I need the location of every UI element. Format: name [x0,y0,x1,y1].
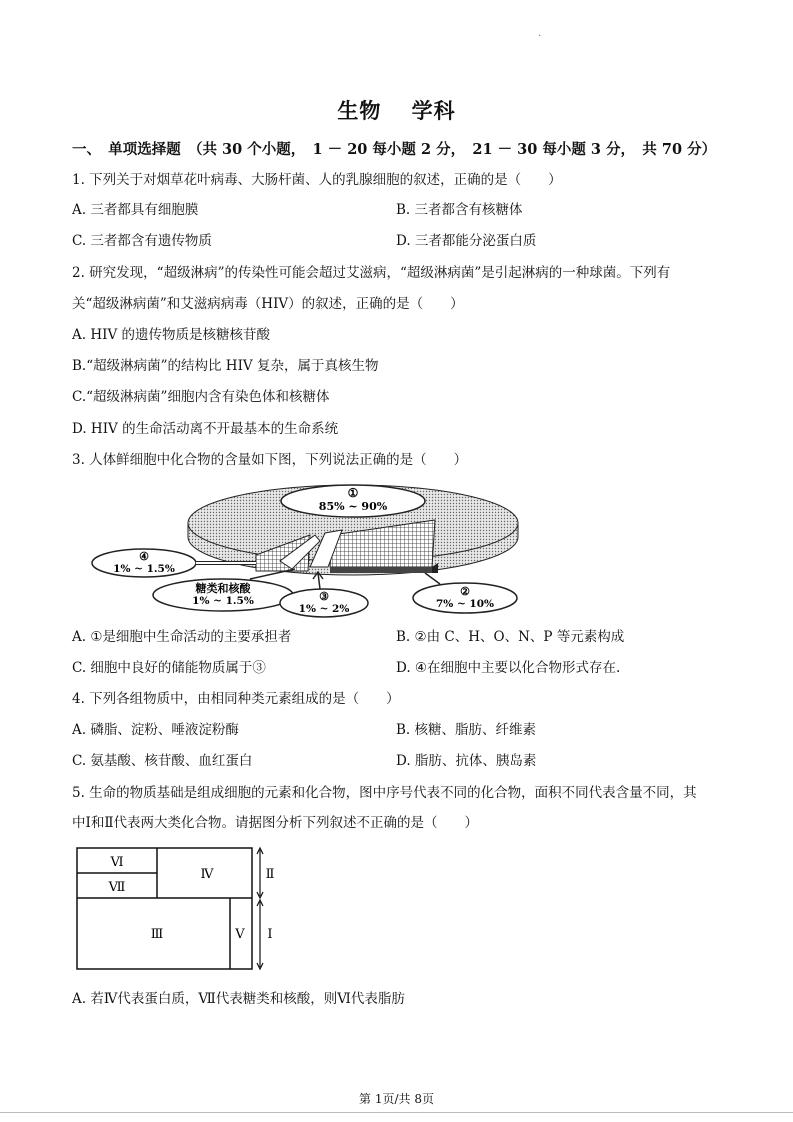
question-4-option-c: C. 氨基酸、核苷酸、血红蛋白 [72,753,253,769]
page-title: 生物 学科 [337,98,456,123]
question-4-option-d: D. 脂肪、抗体、胰岛素 [396,753,537,769]
region-vi-label: Ⅵ [110,855,124,870]
question-3-option-a: A. ①是细胞中生命活动的主要承担者 [72,629,292,645]
compound-pie-figure [80,475,540,620]
question-3-stem: 3. 人体鲜细胞中化合物的含量如下图，下列说法正确的是（ ） [72,452,468,468]
question-3-option-c: C. 细胞中良好的储能物质属于③ [72,660,266,676]
question-2-option-b: B.“超级淋病菌”的结构比 HIV 复杂，属于真核生物 [72,358,379,374]
label-1-number: ① [347,486,359,500]
slice-protein-edge [330,567,432,573]
compound-area-diagram [74,845,284,975]
question-1-option-c: C. 三者都含有遗传物质 [72,233,212,249]
question-1-stem: 1. 下列关于对烟草花叶病毒、大肠杆菌、人的乳腺细胞的叙述，正确的是（ ） [72,172,562,188]
label-3-number: ③ [319,590,329,603]
question-5-stem-line1: 5. 生命的物质基础是组成细胞的元素和化合物，图中序号代表不同的化合物，面积不同代表含量不同，其 [72,785,697,801]
question-3-option-b: B. ②由 C、H、O、N、P 等元素构成 [396,629,625,645]
page-dot: . [538,28,542,39]
question-2-option-c: C.“超级淋病菌”细胞内含有染色体和核糖体 [72,389,330,405]
question-2-option-d: D. HIV 的生命活动离不开最基本的生命系统 [72,421,339,437]
question-1-option-b: B. 三者都含有核糖体 [396,202,523,218]
label-2-number: ② [460,585,470,598]
question-1-option-a: A. 三者都具有细胞膜 [72,202,199,218]
question-2-option-a: A. HIV 的遗传物质是核糖核苷酸 [72,327,270,343]
label-4-percent: 1% ~ 1.5% [113,563,175,575]
label-3-percent: 1% ~ 2% [298,603,350,615]
question-4-option-b: B. 核糖、脂肪、纤维素 [396,722,537,738]
label-sugar-name: 糖类和核酸 [195,582,251,595]
label-1-percent: 85% ~ 90% [318,500,388,513]
bracket-ii-label: Ⅱ [265,867,275,882]
region-vii-label: Ⅶ [108,880,126,895]
bracket-i-label: Ⅰ [267,927,273,942]
section-heading: 一、 单项选择题 （共 30 个小题， 1 － 20 每小题 2 分， 21 － 30 每小题 3 分， 共 70 分） [72,141,717,158]
label-2-percent: 7% ~ 10% [436,598,494,610]
region-iii-label: Ⅲ [150,927,164,942]
question-5-stem-line2: 中Ⅰ和Ⅱ代表两大类化合物。请据图分析下列叙述不正确的是（ ） [72,815,479,831]
label-4-number: ④ [139,550,149,563]
question-5-option-a: A. 若Ⅳ代表蛋白质，Ⅶ代表糖类和核酸，则Ⅵ代表脂肪 [72,991,405,1007]
question-2-stem-line2: 关“超级淋病菌”和艾滋病病毒（HIV）的叙述，正确的是（ ） [72,296,464,312]
question-4-stem: 4. 下列各组物质中，由相同种类元素组成的是（ ） [72,691,400,707]
arrow-2 [425,573,440,584]
label-sugar-percent: 1% ~ 1.5% [192,595,254,607]
diagram-outer-box [77,848,252,969]
region-v-label: Ⅴ [235,927,245,942]
question-2-stem-line1: 2. 研究发现，“超级淋病”的传染性可能会超过艾滋病，“超级淋病菌”是引起淋病的一种球菌。下列有 [72,265,671,281]
question-1-option-d: D. 三者都能分泌蛋白质 [396,233,537,249]
region-iv-label: Ⅳ [200,867,214,882]
question-4-option-a: A. 磷脂、淀粉、唾液淀粉酶 [72,722,239,738]
question-3-option-d: D. ④在细胞中主要以化合物形式存在. [396,660,621,676]
page-footer: 第 1页/共 8页 [359,1092,434,1106]
footer-divider [0,1112,793,1113]
